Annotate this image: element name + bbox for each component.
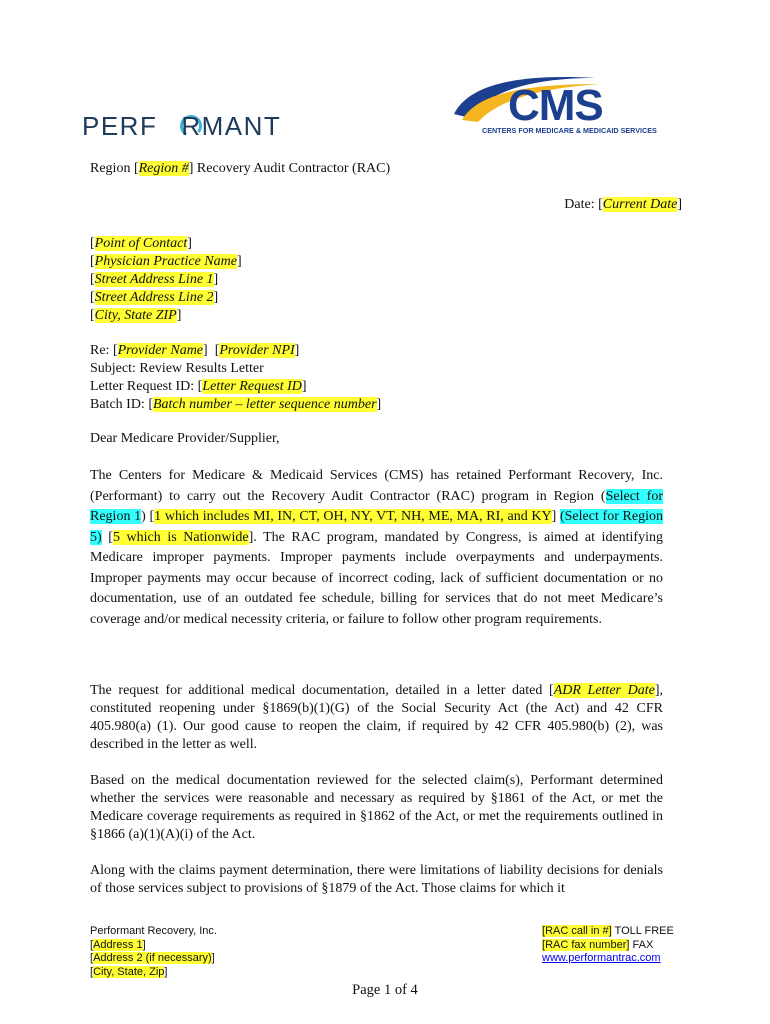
footer-city: [City, State, Zip] (90, 965, 168, 978)
footer-phone: [RAC call in #] TOLL FREE (542, 925, 674, 937)
date-placeholder: Current Date (602, 197, 678, 212)
footer-company: Performant Recovery, Inc. (90, 925, 217, 937)
footer-address-2: [Address 2 (if necessary)] (90, 952, 215, 964)
performant-logo (82, 112, 287, 140)
performant-logo-text: PERF RMANT (82, 111, 282, 141)
region-1-states: 1 which includes MI, IN, CT, OH, NY, VT, NH, ME, MA, RI, and KY (154, 509, 552, 524)
select-region-5: (Select for Region 5) (90, 509, 663, 545)
region-placeholder: Region # (138, 161, 189, 176)
footer-fax: [RAC fax number] FAX (542, 938, 654, 951)
cms-tagline: CENTERS FOR MEDICARE & MEDICAID SERVICES (482, 126, 657, 135)
paragraph-liability: Along with the claims payment determination, there were limitations of liability decisions for denials of those services subject to provisions of §1879 of the Act. Those claims for which it (90, 863, 663, 896)
letter-request-line: Letter Request ID: [Letter Request ID] (90, 379, 307, 394)
address-line: [Street Address Line 1] (90, 272, 219, 287)
region-line: Region [Region #] Recovery Audit Contractor (RAC) (90, 161, 391, 176)
footer-website-link[interactable]: www.performantrac.com (542, 952, 661, 964)
paragraph-reopening: The request for additional medical documentation, detailed in a letter dated [ADR Letter Date], constituted reopening under §1869(b)(1)(G) of the Social Security Act (the Act) and 42 CFR 405.980(a) (1). Our good cause to reopen the claim, if required by 42 CFR 405.980(b) (2), was described in the letter as well. (90, 683, 664, 752)
address-line: [Physician Practice Name] (90, 254, 242, 269)
footer-address-1: [Address 1] (90, 938, 146, 951)
address-line: [City, State ZIP] (90, 308, 182, 323)
reference-block (90, 342, 381, 414)
salutation: Dear Medicare Provider/Supplier, (90, 431, 280, 446)
batch-line: Batch ID: [Batch number – letter sequence number] (90, 397, 382, 412)
address-block (90, 235, 242, 325)
subject-line: Subject: Review Results Letter (90, 361, 264, 376)
footer-contact (542, 925, 674, 966)
page-number: Page 1 of 4 (352, 982, 418, 998)
re-line: Re: [Provider Name] [Provider NPI] (90, 343, 300, 358)
address-line: [Street Address Line 2] (90, 290, 219, 305)
cms-wordmark: CMS (508, 81, 603, 130)
region-5-nationwide: 5 which is Nationwide (112, 529, 249, 545)
footer-address (90, 925, 217, 979)
select-region-1: Select for Region 1 (90, 488, 663, 524)
date-line: Date: [Current Date] (564, 197, 682, 212)
cms-logo (450, 70, 655, 140)
performant-wordmark-visible: PERF (82, 111, 158, 141)
address-line: [Point of Contact] (90, 236, 192, 251)
adr-letter-date: ADR Letter Date (553, 683, 655, 698)
paragraph-determination: Based on the medical documentation reviewed for the selected claim(s), Performant determined whether the services were reasonable and necessary as required by §1861 of the Act, or met the Medicare coverage requirements as required in §1862 of the Act, or met the requirements outlined in §1866 (a)(1)(A)(i) of the Act. (90, 773, 663, 842)
paragraph-rac-program: The Centers for Medicare & Medicaid Services (CMS) has retained Performant Recovery, Inc. (Performant) to carry out the Recovery Audit Contractor (RAC) program in Region (Select for Region 1) [1 which includes MI, IN, CT, OH, NY, VT, NH, ME, MA, RI, and KY] (Select for Region 5) [5 which is Nationwide]. The RAC program, mandated by Congress, is aimed at identifying Medicare improper payments. Improper payments include overpayments and underpayments. Improper payments may occur because of incorrect coding, lack of sufficient documentation or no documentation, use of an outdated fee schedule, billing for services that do not meet Medicare’s coverage and/or medical necessity criteria, or failure to follow other program requirements. (90, 468, 663, 627)
